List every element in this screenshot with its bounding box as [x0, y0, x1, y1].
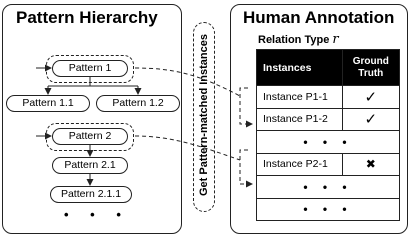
ellipsis-cell: • • • — [257, 176, 400, 199]
check-icon: ✓ — [342, 86, 399, 109]
pattern-1-node[interactable]: Pattern 1 — [52, 60, 128, 77]
ellipsis-cell: • • • — [257, 131, 400, 154]
pattern-2-1-node[interactable]: Pattern 2.1 — [52, 157, 128, 174]
header-instances: Instances — [257, 50, 343, 86]
pattern-1-2-node[interactable]: Pattern 1.2 — [96, 95, 180, 112]
instance-cell: Instance P1-2 — [257, 108, 343, 131]
match-arrows — [135, 68, 240, 160]
tree-pattern-1-children — [36, 68, 138, 136]
more-patterns-ellipsis: • • • — [64, 207, 130, 222]
check-icon: ✓ — [342, 108, 399, 131]
cross-icon: ✖ — [342, 153, 399, 176]
pattern-1-1-node[interactable]: Pattern 1.1 — [6, 95, 90, 112]
pattern-2-node[interactable]: Pattern 2 — [52, 128, 128, 145]
header-ground-truth: Ground Truth — [342, 50, 399, 86]
instance-cell: Instance P1-1 — [257, 86, 343, 109]
pattern-2-1-1-node[interactable]: Pattern 2.1.1 — [50, 186, 132, 203]
relation-symbol: r — [332, 32, 339, 47]
instance-brackets — [240, 88, 252, 184]
pattern-hierarchy-title: Pattern Hierarchy — [16, 8, 158, 27]
human-annotation-title: Human Annotation — [243, 8, 395, 27]
instance-cell: Instance P2-1 — [257, 153, 343, 176]
ellipsis-cell: • • • — [257, 198, 400, 221]
get-instances-label: Get Pattern-matched Instances — [198, 34, 210, 196]
relation-type-text: Relation Type — [258, 34, 330, 46]
